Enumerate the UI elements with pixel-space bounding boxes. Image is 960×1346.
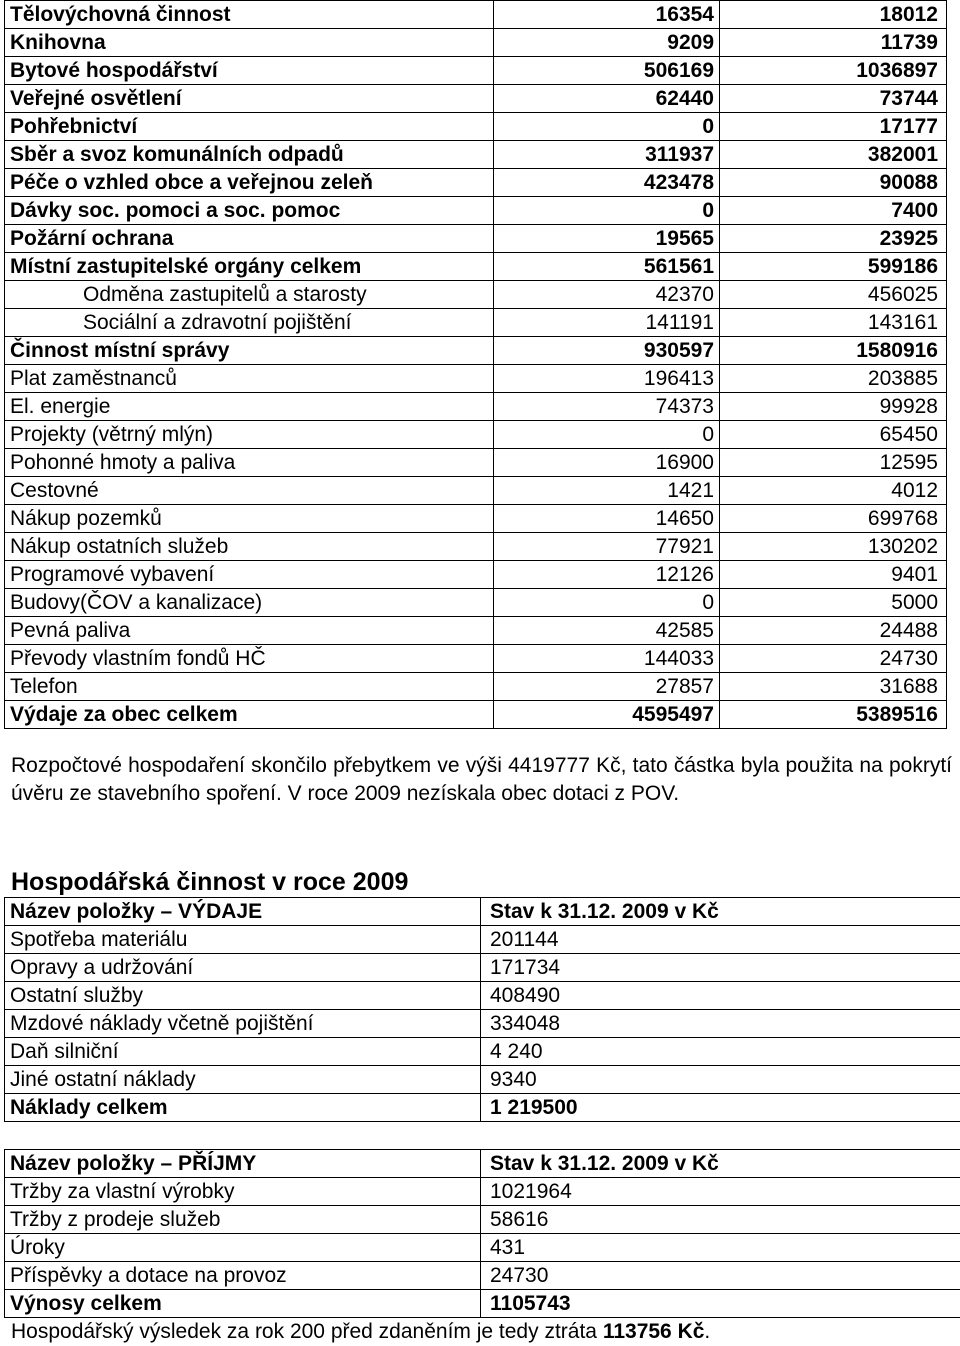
table-row bbox=[5, 505, 947, 533]
row-label: Požární ochrana bbox=[5, 225, 494, 253]
row-label: Převody vlastním fondů HČ bbox=[5, 645, 494, 673]
section-heading: Hospodářská činnost v roce 2009 bbox=[11, 868, 409, 896]
row-value-2: 24730 bbox=[720, 645, 947, 673]
row-label: Budovy(ČOV a kanalizace) bbox=[5, 589, 494, 617]
row-label: Programové vybavení bbox=[5, 561, 494, 589]
row-value-1: 16354 bbox=[494, 1, 720, 29]
economic-activity-expenses-table bbox=[4, 897, 960, 1122]
row-label: Nákup pozemků bbox=[5, 505, 494, 533]
row-label: Pevná paliva bbox=[5, 617, 494, 645]
row-label: Bytové hospodářství bbox=[5, 57, 494, 85]
table-row bbox=[5, 589, 947, 617]
row-value-2: 1036897 bbox=[720, 57, 947, 85]
row-value: 334048 bbox=[481, 1010, 960, 1038]
row-value-1: 74373 bbox=[494, 393, 720, 421]
row-value-1: 9209 bbox=[494, 29, 720, 57]
row-value-2: 699768 bbox=[720, 505, 947, 533]
table-row bbox=[5, 449, 947, 477]
table-row bbox=[5, 29, 947, 57]
row-value-1: 16900 bbox=[494, 449, 720, 477]
row-value: 58616 bbox=[481, 1206, 960, 1234]
row-value-1: 141191 bbox=[494, 309, 720, 337]
table-row bbox=[5, 281, 947, 309]
table-row bbox=[5, 477, 947, 505]
table-row bbox=[5, 393, 947, 421]
row-value-1: 0 bbox=[494, 197, 720, 225]
row-value: 431 bbox=[481, 1234, 960, 1262]
table-row bbox=[5, 225, 947, 253]
row-value-1: 62440 bbox=[494, 85, 720, 113]
budget-summary-paragraph: Rozpočtové hospodaření skončilo přebytkem ve výši 4419777 Kč, tato částka byla použita na pokrytí úvěru ze stavebního spoření. V roce 2009 nezískala obec dotaci z POV. bbox=[11, 754, 952, 805]
row-value-2: 203885 bbox=[720, 365, 947, 393]
table-row bbox=[5, 1038, 960, 1066]
row-value-1: 561561 bbox=[494, 253, 720, 281]
row-value-2: 23925 bbox=[720, 225, 947, 253]
row-value-2: 11739 bbox=[720, 29, 947, 57]
row-label: Příspěvky a dotace na provoz bbox=[5, 1262, 481, 1290]
table-row bbox=[5, 954, 960, 982]
table-row bbox=[5, 645, 947, 673]
row-label: Knihovna bbox=[5, 29, 494, 57]
row-label: Náklady celkem bbox=[5, 1094, 481, 1122]
table-row bbox=[5, 701, 947, 729]
row-value-2: 4012 bbox=[720, 477, 947, 505]
result-text: Hospodářský výsledek za rok 200 před zdaněním je tedy ztráta bbox=[11, 1320, 603, 1343]
result-suffix: . bbox=[704, 1320, 711, 1343]
row-value-1: 0 bbox=[494, 589, 720, 617]
table-row bbox=[5, 982, 960, 1010]
row-value-2: 456025 bbox=[720, 281, 947, 309]
row-label: Pohřebnictví bbox=[5, 113, 494, 141]
row-value-1: 14650 bbox=[494, 505, 720, 533]
row-value: Stav k 31.12. 2009 v Kč bbox=[481, 898, 960, 926]
row-value-2: 5000 bbox=[720, 589, 947, 617]
row-value-1: 423478 bbox=[494, 169, 720, 197]
row-label: Péče o vzhled obce a veřejnou zeleň bbox=[5, 169, 494, 197]
row-value: 24730 bbox=[481, 1262, 960, 1290]
economic-activity-income-body bbox=[5, 1150, 960, 1318]
row-label: Nákup ostatních služeb bbox=[5, 533, 494, 561]
table-row bbox=[5, 617, 947, 645]
table-row bbox=[5, 561, 947, 589]
row-label: Název položky – PŘÍJMY bbox=[5, 1150, 481, 1178]
row-value-1: 77921 bbox=[494, 533, 720, 561]
table-row bbox=[5, 169, 947, 197]
row-value-1: 930597 bbox=[494, 337, 720, 365]
row-value-2: 31688 bbox=[720, 673, 947, 701]
row-value-1: 0 bbox=[494, 113, 720, 141]
row-value: 1105743 bbox=[481, 1290, 960, 1318]
row-value: 9340 bbox=[481, 1066, 960, 1094]
economic-activity-income-table bbox=[4, 1149, 960, 1318]
row-value-2: 382001 bbox=[720, 141, 947, 169]
table-row bbox=[5, 1010, 960, 1038]
row-value-1: 311937 bbox=[494, 141, 720, 169]
row-value: 201144 bbox=[481, 926, 960, 954]
table-row bbox=[5, 113, 947, 141]
row-value-2: 130202 bbox=[720, 533, 947, 561]
table-row bbox=[5, 197, 947, 225]
table-row bbox=[5, 533, 947, 561]
table-row bbox=[5, 1262, 960, 1290]
row-value-2: 599186 bbox=[720, 253, 947, 281]
row-value-1: 19565 bbox=[494, 225, 720, 253]
row-label: Tělovýchovná činnost bbox=[5, 1, 494, 29]
table-row bbox=[5, 1290, 960, 1318]
table-row bbox=[5, 309, 947, 337]
row-value-2: 73744 bbox=[720, 85, 947, 113]
row-value-2: 1580916 bbox=[720, 337, 947, 365]
row-value-1: 0 bbox=[494, 421, 720, 449]
row-label: Název položky – VÝDAJE bbox=[5, 898, 481, 926]
table-header-row bbox=[5, 1150, 960, 1178]
row-value: Stav k 31.12. 2009 v Kč bbox=[481, 1150, 960, 1178]
row-value: 4 240 bbox=[481, 1038, 960, 1066]
result-statement bbox=[11, 1318, 710, 1346]
row-label: Mzdové náklady včetně pojištění bbox=[5, 1010, 481, 1038]
row-label: Činnost místní správy bbox=[5, 337, 494, 365]
row-label: Spotřeba materiálu bbox=[5, 926, 481, 954]
table-row bbox=[5, 926, 960, 954]
row-label: Odměna zastupitelů a starosty bbox=[5, 281, 494, 309]
result-amount: 113756 Kč bbox=[602, 1320, 705, 1343]
row-value-1: 42585 bbox=[494, 617, 720, 645]
row-value-1: 506169 bbox=[494, 57, 720, 85]
budget-expenses-table-body bbox=[5, 1, 947, 729]
row-value-1: 12126 bbox=[494, 561, 720, 589]
table-row bbox=[5, 365, 947, 393]
table-row bbox=[5, 1094, 960, 1122]
row-label: Tržby z prodeje služeb bbox=[5, 1206, 481, 1234]
row-value: 1021964 bbox=[481, 1178, 960, 1206]
row-label: Sociální a zdravotní pojištění bbox=[5, 309, 494, 337]
row-value-2: 9401 bbox=[720, 561, 947, 589]
table-row bbox=[5, 141, 947, 169]
row-label: El. energie bbox=[5, 393, 494, 421]
row-label: Dávky soc. pomoci a soc. pomoc bbox=[5, 197, 494, 225]
row-value: 171734 bbox=[481, 954, 960, 982]
row-value-2: 99928 bbox=[720, 393, 947, 421]
row-label: Výnosy celkem bbox=[5, 1290, 481, 1318]
row-value-2: 17177 bbox=[720, 113, 947, 141]
row-label: Místní zastupitelské orgány celkem bbox=[5, 253, 494, 281]
row-value-2: 7400 bbox=[720, 197, 947, 225]
budget-expenses-table bbox=[4, 0, 947, 729]
table-row bbox=[5, 1234, 960, 1262]
row-value-2: 18012 bbox=[720, 1, 947, 29]
row-value: 408490 bbox=[481, 982, 960, 1010]
row-label: Cestovné bbox=[5, 477, 494, 505]
row-value-2: 12595 bbox=[720, 449, 947, 477]
row-value-2: 90088 bbox=[720, 169, 947, 197]
table-header-row bbox=[5, 898, 960, 926]
table-row bbox=[5, 1178, 960, 1206]
table-row bbox=[5, 421, 947, 449]
row-value-1: 1421 bbox=[494, 477, 720, 505]
row-label: Pohonné hmoty a paliva bbox=[5, 449, 494, 477]
table-row bbox=[5, 337, 947, 365]
row-value-2: 5389516 bbox=[720, 701, 947, 729]
row-label: Tržby za vlastní výrobky bbox=[5, 1178, 481, 1206]
row-label: Výdaje za obec celkem bbox=[5, 701, 494, 729]
table-row bbox=[5, 1066, 960, 1094]
row-label: Sběr a svoz komunálních odpadů bbox=[5, 141, 494, 169]
table-row bbox=[5, 253, 947, 281]
row-value-1: 27857 bbox=[494, 673, 720, 701]
row-label: Úroky bbox=[5, 1234, 481, 1262]
row-label: Daň silniční bbox=[5, 1038, 481, 1066]
table-row bbox=[5, 1, 947, 29]
row-label: Opravy a udržování bbox=[5, 954, 481, 982]
table-row bbox=[5, 57, 947, 85]
row-value-1: 196413 bbox=[494, 365, 720, 393]
economic-activity-expenses-body bbox=[5, 898, 960, 1122]
table-row bbox=[5, 673, 947, 701]
row-value-1: 144033 bbox=[494, 645, 720, 673]
row-value-2: 24488 bbox=[720, 617, 947, 645]
row-label: Ostatní služby bbox=[5, 982, 481, 1010]
row-value: 1 219500 bbox=[481, 1094, 960, 1122]
row-label: Telefon bbox=[5, 673, 494, 701]
row-value-2: 65450 bbox=[720, 421, 947, 449]
row-label: Projekty (větrný mlýn) bbox=[5, 421, 494, 449]
row-value-1: 42370 bbox=[494, 281, 720, 309]
row-label: Veřejné osvětlení bbox=[5, 85, 494, 113]
row-label: Jiné ostatní náklady bbox=[5, 1066, 481, 1094]
table-row bbox=[5, 1206, 960, 1234]
row-value-1: 4595497 bbox=[494, 701, 720, 729]
row-value-2: 143161 bbox=[720, 309, 947, 337]
table-row bbox=[5, 85, 947, 113]
row-label: Plat zaměstnanců bbox=[5, 365, 494, 393]
